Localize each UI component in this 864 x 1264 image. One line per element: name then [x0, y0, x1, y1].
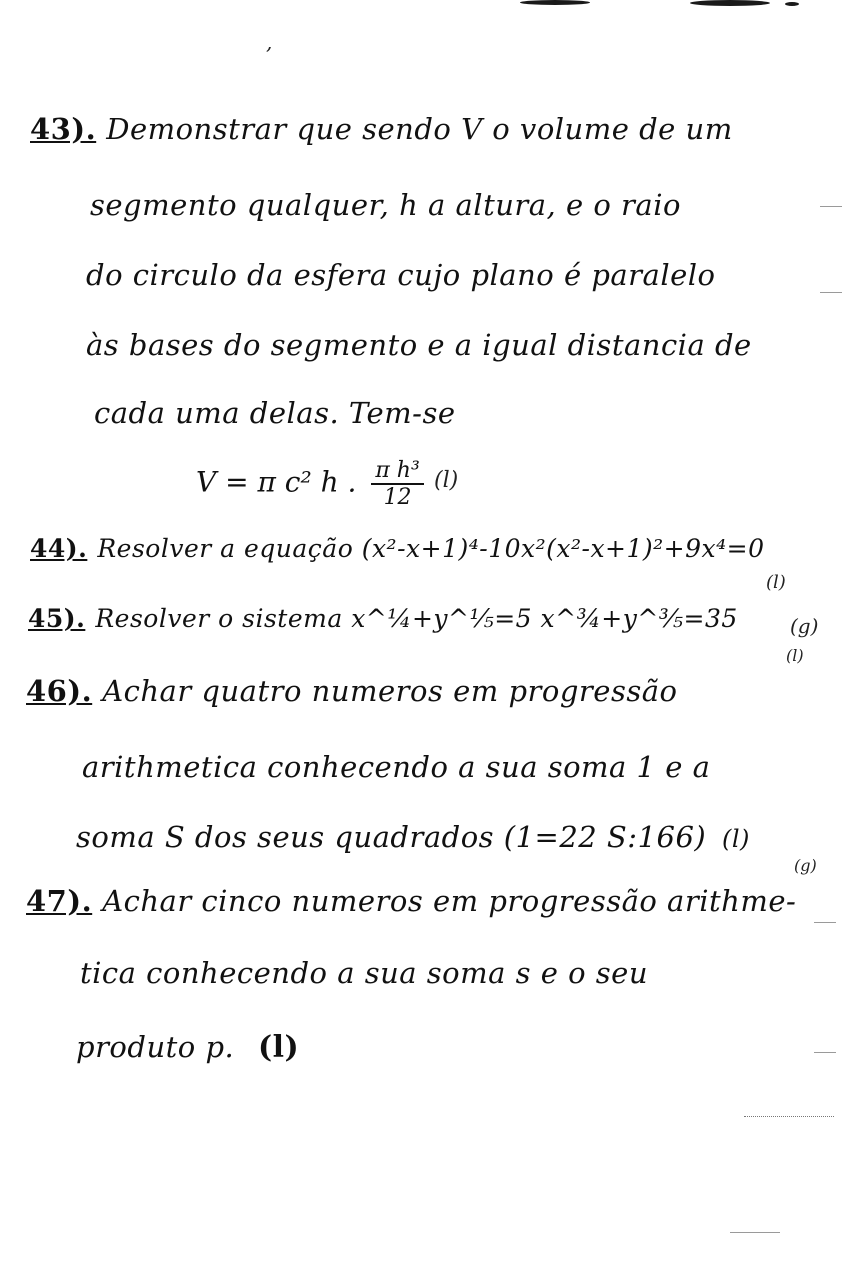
item-43-line-4: às bases do segmento e a igual distancia de — [86, 328, 752, 362]
item-46-mark: (l) — [721, 825, 750, 853]
item-number: 44). — [30, 534, 88, 563]
item-43-line-2: segmento qualquer, h a altura, e o raio — [90, 188, 681, 222]
item-text: Resolver a equação (x²-x+1)⁴-10x²(x²-x+1)²+9x⁴=0 — [97, 534, 765, 563]
item-46-line-2: arithmetica conhecendo a sua soma 1 e a — [82, 750, 711, 784]
margin-tick — [814, 1052, 836, 1053]
page-mark: , — [266, 30, 273, 54]
item-44-line — [30, 534, 765, 563]
item-text: Resolver o sistema x^¼+y^⅕=5 x^¾+y^⅗=35 — [95, 604, 738, 633]
item-47-line-1 — [26, 884, 796, 918]
item-text: produto p. — [76, 1030, 235, 1064]
scan-artifact — [785, 2, 799, 6]
scan-artifact — [520, 0, 590, 5]
item-number: 43). — [30, 112, 97, 146]
item-43-line-5: cada uma delas. Tem-se — [94, 396, 456, 430]
item-43-line-1 — [30, 112, 733, 146]
formula-43 — [196, 458, 424, 510]
item-text: Demonstrar que sendo V o volume de um — [106, 112, 733, 146]
margin-tick — [814, 922, 836, 923]
fraction-denominator: 12 — [383, 485, 412, 510]
item-44-mark: (l) — [766, 572, 786, 593]
margin-tick — [730, 1232, 780, 1233]
formula-fraction — [371, 458, 423, 510]
item-43-mark: (l) — [434, 468, 459, 493]
margin-tick — [820, 292, 842, 293]
margin-tick — [820, 206, 842, 207]
item-text: Achar quatro numeros em progressão — [102, 674, 678, 708]
item-number: 45). — [28, 604, 86, 633]
item-47-line-3 — [76, 1030, 299, 1065]
formula-lhs: V = π c² h . — [196, 465, 357, 499]
item-47-line-2: tica conhecendo a sua soma s e o seu — [80, 956, 649, 990]
item-text: Achar cinco numeros em progressão arithme- — [102, 884, 797, 918]
item-45-mark: (g) — [790, 614, 819, 638]
margin-tick — [744, 1116, 834, 1118]
item-number: 47). — [26, 884, 93, 918]
item-45-line — [28, 604, 738, 633]
item-number: 46). — [26, 674, 93, 708]
item-46-line-1 — [26, 674, 677, 708]
item-text: soma S dos seus quadrados (1=22 S:166) — [76, 820, 707, 854]
item-45-mark-upper: (l) — [786, 646, 804, 665]
fraction-numerator: π h³ — [371, 458, 423, 485]
item-46-mark-upper: (g) — [794, 856, 817, 875]
item-43-line-3: do circulo da esfera cujo plano é paralelo — [86, 258, 716, 292]
item-46-line-3 — [76, 820, 750, 854]
item-47-mark: (l) — [257, 1030, 300, 1065]
scan-artifact — [690, 0, 770, 6]
